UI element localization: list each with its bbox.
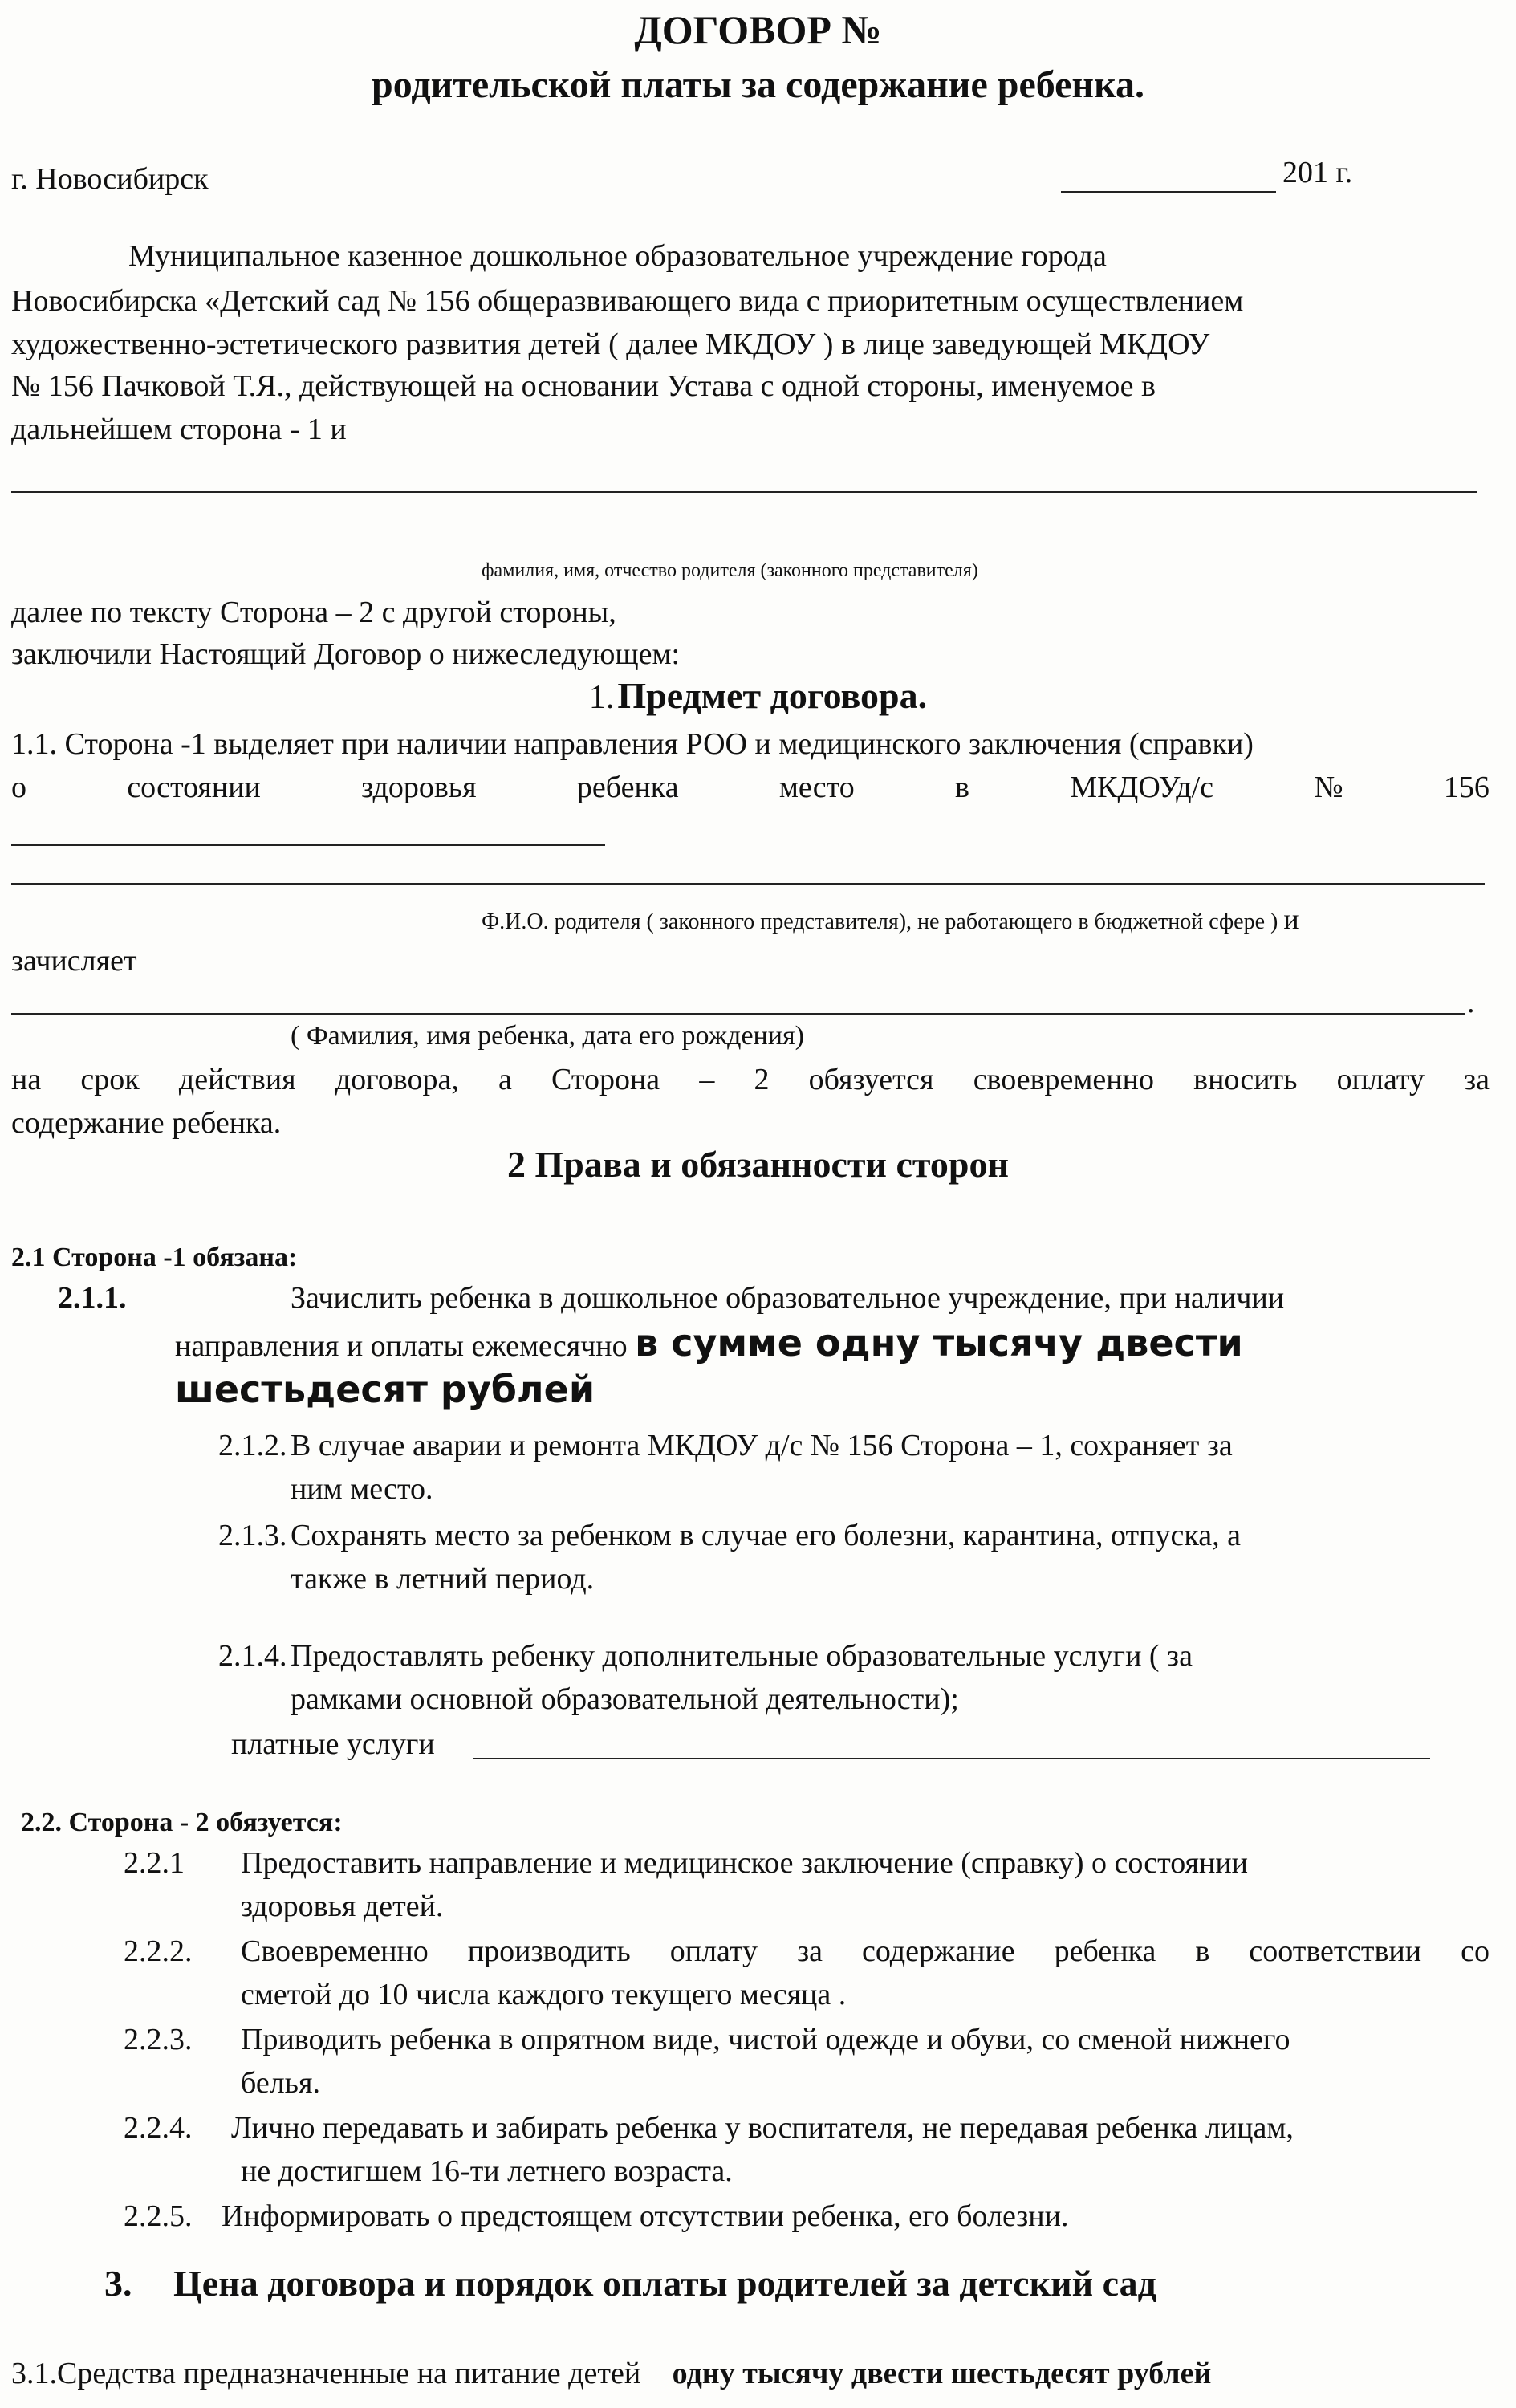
item-2-2-2-number: 2.2.2. — [124, 1934, 193, 1968]
item-2-1-3-line-2: также в летний период. — [291, 1562, 595, 1596]
enrolls-label: зачисляет — [11, 944, 137, 978]
child-caption: ( Фамилия, имя ребенка, дата его рождения) — [291, 1021, 804, 1051]
item-2-2-1-line-2: здоровья детей. — [241, 1889, 444, 1923]
city: г. Новосибирск — [11, 162, 209, 196]
word: здоровья — [361, 771, 477, 804]
item-2-1-4-line-1: Предоставлять ребенку дополнительные образовательные услуги ( за — [291, 1639, 1193, 1673]
item-2-1-1-number: 2.1.1. — [58, 1281, 127, 1315]
item-2-1-4-number: 2.1.4. — [218, 1639, 287, 1673]
word: место — [778, 771, 855, 804]
section-1-heading — [0, 674, 1516, 717]
year: 201 г. — [1282, 156, 1353, 189]
section-3-amount: одну тысячу двести шестьдесят рублей — [672, 2357, 1212, 2390]
section-3-heading — [104, 2262, 1156, 2304]
intro-line-1: Муниципальное казенное дошкольное образовательное учреждение города — [128, 239, 1107, 273]
item-2-2-1-line-1: Предоставить направление и медицинское заключение (справку) о состоянии — [241, 1846, 1249, 1880]
section-1-number: 1. — [588, 679, 615, 716]
section-2-2-title: 2.2. Сторона - 2 обязуется: — [21, 1808, 343, 1837]
intro-line-7: заключили Настоящий Договор о нижеследующем: — [11, 637, 681, 671]
parent-name-caption: фамилия, имя, отчество родителя (законного представителя) — [482, 560, 978, 581]
intro-line-6: далее по тексту Сторона – 2 с другой стороны, — [11, 596, 616, 629]
item-2-1-1-text: направления и оплаты ежемесячно — [175, 1329, 628, 1363]
document-title: ДОГОВОР № — [634, 7, 882, 52]
word: 156 — [1443, 771, 1490, 804]
child-name-line — [11, 1013, 1465, 1015]
item-2-1-3-number: 2.1.3. — [218, 1519, 287, 1552]
section-1-line-4: содержание ребенка. — [11, 1106, 282, 1140]
section-1-line-1: 1.1. Сторона -1 выделяет при наличии направления РОО и медицинского заключения (справки) — [11, 727, 1254, 761]
item-2-2-2-line-1: Своевременно производить оплату за содержание ребенка в соответствии со — [241, 1934, 1490, 1968]
section-3-number: 3. — [104, 2263, 132, 2304]
word: № — [1314, 771, 1343, 804]
paid-services-line — [473, 1758, 1430, 1759]
item-2-1-1-sum: в сумме одну тысячу двести — [635, 1321, 1243, 1365]
item-2-1-1-line-2 — [175, 1323, 1243, 1366]
section-2-title: 2 Права и обязанности сторон — [507, 1144, 1009, 1185]
section-1-line-3: на срок действия договора, а Сторона – 2 обязуется своевременно вносить оплату за — [11, 1063, 1490, 1096]
word: о — [11, 771, 26, 804]
item-2-2-5-line-1: Информировать о предстоящем отсутствии ребенка, его болезни. — [222, 2199, 1069, 2233]
item-2-2-4-line-2: не достигшем 16-ти летнего возраста. — [241, 2154, 733, 2188]
item-2-2-5-number: 2.2.5. — [124, 2199, 193, 2233]
item-2-1-4-line-2: рамками основной образовательной деятельности); — [291, 1682, 959, 1716]
child-line-end: . — [1467, 986, 1475, 1019]
item-2-1-2-number: 2.1.2. — [218, 1429, 287, 1462]
section-1-title: Предмет договора. — [617, 675, 928, 716]
item-2-1-1-line-1: Зачислить ребенка в дошкольное образовательное учреждение, при наличии — [291, 1281, 1285, 1315]
word: МКДОУд/с — [1070, 771, 1213, 804]
group-blank-line — [11, 844, 605, 846]
intro-line-2: Новосибирска «Детский сад № 156 общеразвивающего вида с приоритетным осуществлением — [11, 284, 1244, 318]
item-2-2-3-number: 2.2.3. — [124, 2023, 193, 2056]
item-2-2-4-line-1: Лично передавать и забирать ребенка у воспитателя, не передавая ребенка лицам, — [231, 2111, 1294, 2145]
intro-line-4: № 156 Пачковой Т.Я., действующей на основании Устава с одной стороны, именуемое в — [11, 369, 1156, 403]
paid-services-label: платные услуги — [231, 1727, 435, 1761]
item-2-1-3-line-1: Сохранять место за ребенком в случае его болезни, карантина, отпуска, а — [291, 1519, 1241, 1552]
section-3-text: 3.1.Средства предназначенные на питание детей — [11, 2357, 641, 2390]
section-3-title: Цена договора и порядок оплаты родителей за детский сад — [173, 2263, 1156, 2304]
item-2-1-2-line-2: ним место. — [291, 1472, 433, 1506]
parent-fio-caption — [482, 902, 1299, 936]
parent-fio-line — [11, 883, 1485, 885]
intro-line-3: художественно-эстетического развития детей ( далее МКДОУ ) в лице заведующей МКДОУ — [11, 327, 1210, 361]
item-2-2-2-line-2: сметой до 10 числа каждого текущего месяца . — [241, 1978, 847, 2011]
item-2-2-1-number: 2.2.1 — [124, 1846, 185, 1880]
word: состоянии — [127, 771, 261, 804]
word: ребенка — [576, 771, 679, 804]
date-blank-line — [1061, 191, 1276, 193]
section-3-line-1 — [11, 2353, 1211, 2394]
item-2-1-2-line-1: В случае аварии и ремонта МКДОУ д/с № 156 Сторона – 1, сохраняет за — [291, 1429, 1233, 1462]
item-2-2-3-line-1: Приводить ребенка в опрятном виде, чистой одежде и обуви, со сменой нижнего — [241, 2023, 1290, 2056]
item-2-1-1-sum-cont: шестьдесят рублей — [175, 1368, 595, 1411]
parent-fio-caption-text: Ф.И.О. родителя ( законного представителя), не работающего в бюджетной сфере ) — [482, 909, 1278, 934]
word: в — [955, 771, 969, 804]
document-subtitle: родительской платы за содержание ребенка. — [372, 63, 1144, 106]
intro-line-5: дальнейшем сторона - 1 и — [11, 413, 347, 446]
item-2-2-3-line-2: белья. — [241, 2066, 320, 2100]
item-2-2-4-number: 2.2.4. — [124, 2111, 193, 2145]
section-1-line-2 — [11, 767, 1490, 807]
parent-fio-caption-tail: и — [1283, 903, 1299, 935]
section-2-1-title: 2.1 Сторона -1 обязана: — [11, 1243, 298, 1272]
parent-name-line — [11, 491, 1477, 493]
